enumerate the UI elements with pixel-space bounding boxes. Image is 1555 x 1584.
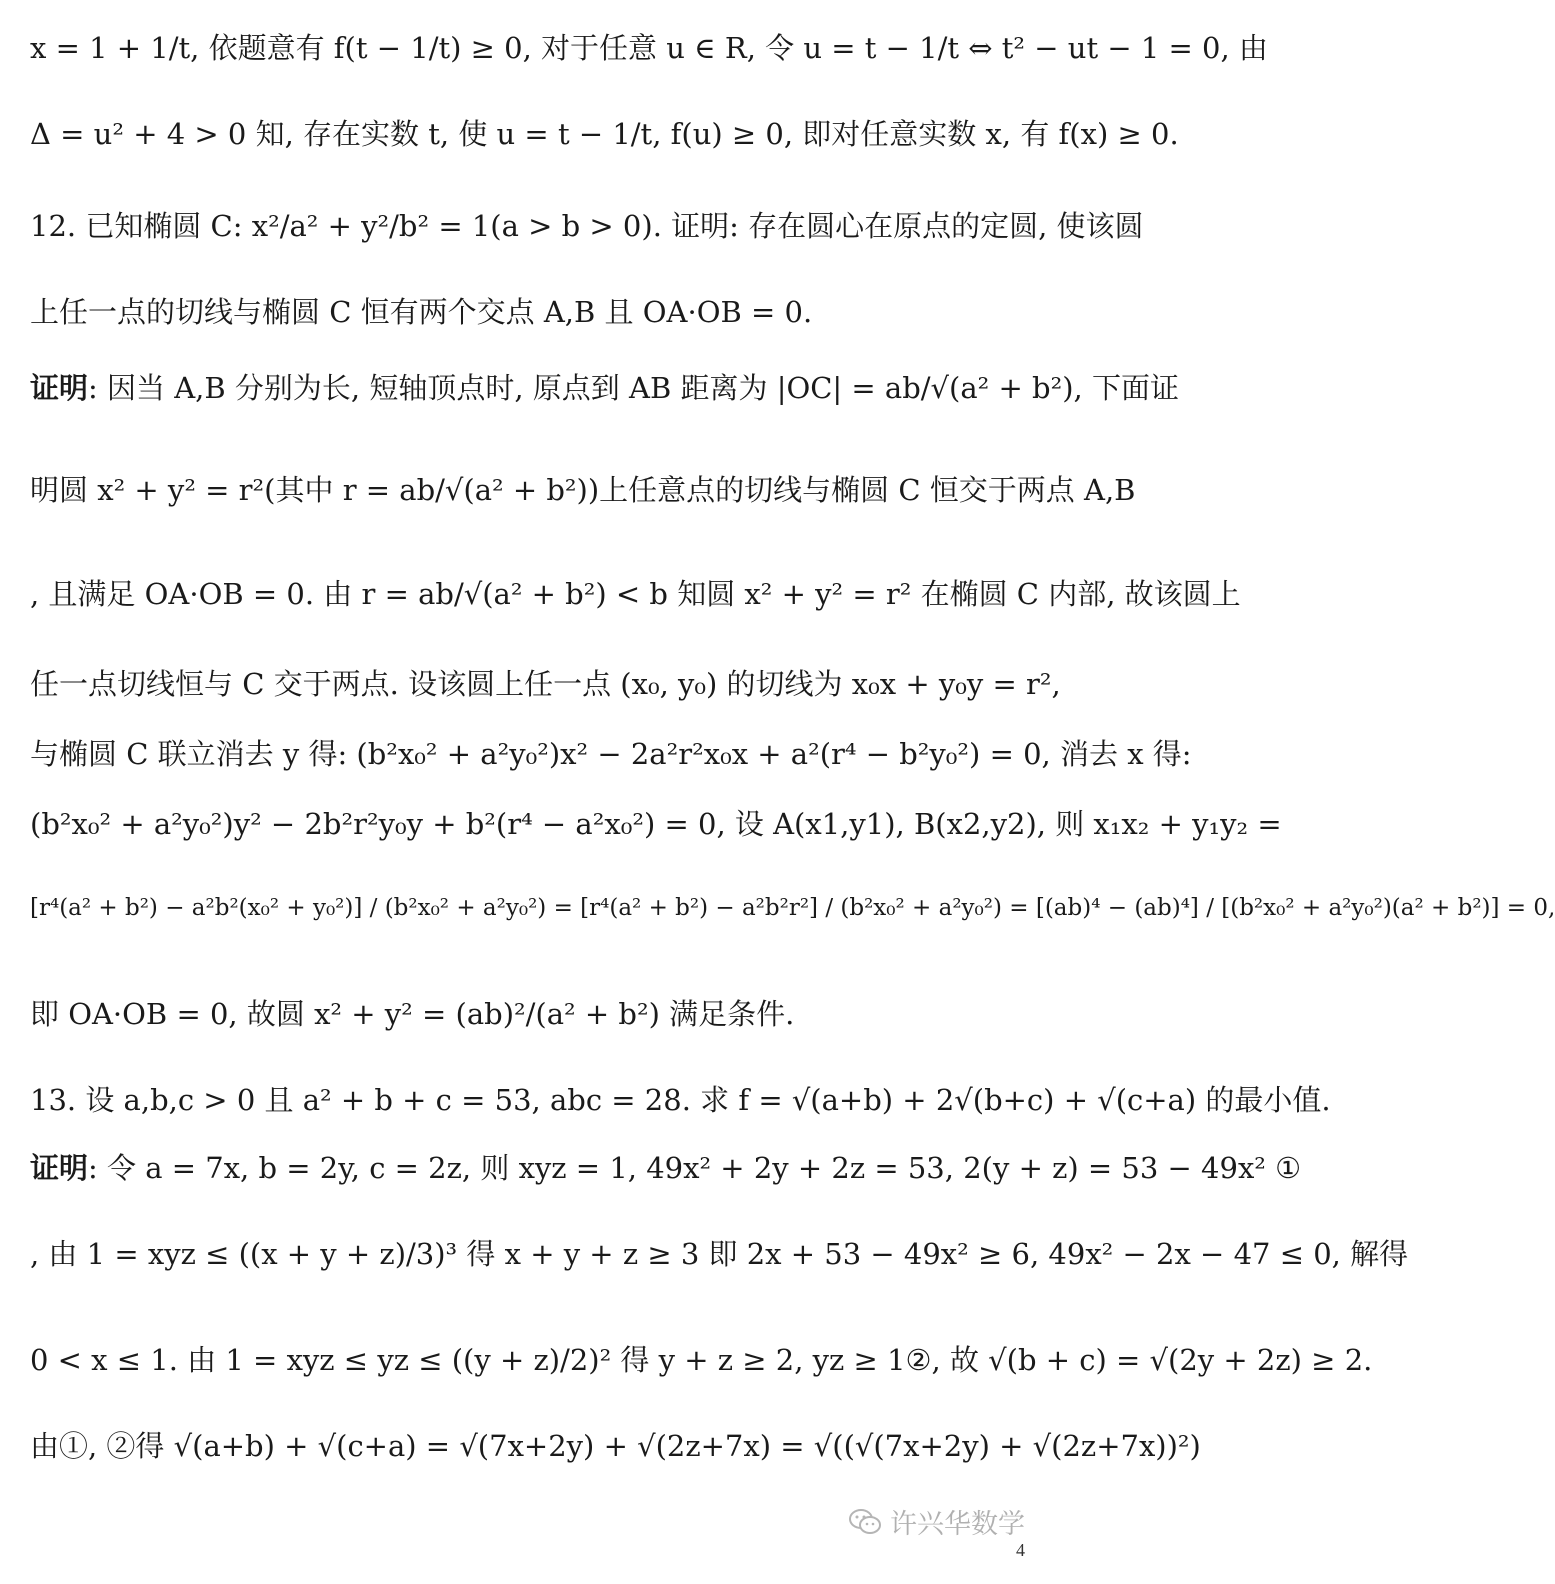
watermark-text: 许兴华数学 [890, 1509, 1025, 1540]
proof-12-line-1: 证明: 因当 A,B 分别为长, 短轴顶点时, 原点到 AB 距离为 |OC| = ab/√(a² + b²), 下面证 [30, 371, 1179, 405]
proof-13-line-2: , 由 1 = xyz ≤ ((x + y + z)/3)³ 得 x + y + z ≥ 3 即 2x + 53 − 49x² ≥ 6, 49x² − 2x − 47 ≤ 0, 解得 [30, 1237, 1409, 1271]
proof-12-line-6: (b²x₀² + a²y₀²)y² − 2b²r²y₀y + b²(r⁴ − a²x₀²) = 0, 设 A(x1,y1), B(x2,y2), 则 x₁x₂ + y₁y₂ = [30, 807, 1282, 841]
text-line-1: x = 1 + 1/t, 依题意有 f(t − 1/t) ≥ 0, 对于任意 u ∈ R, 令 u = t − 1/t ⇔ t² − ut − 1 = 0, 由 [30, 31, 1268, 65]
proof-12-line-5: 与椭圆 C 联立消去 y 得: (b²x₀² + a²y₀²)x² − 2a²r²x₀x + a²(r⁴ − b²y₀²) = 0, 消去 x 得: [30, 737, 1192, 771]
problem-13-statement: 13. 设 a,b,c > 0 且 a² + b + c = 53, abc = 28. 求 f = √(a+b) + 2√(b+c) + √(c+a) 的最小值. [30, 1083, 1331, 1117]
proof-13-line-3: 0 < x ≤ 1. 由 1 = xyz ≤ yz ≤ ((y + z)/2)² 得 y + z ≥ 2, yz ≥ 1②, 故 √(b + c) = √(2y + 2z) ≥ 2. [30, 1343, 1373, 1377]
proof-12-line-2: 明圆 x² + y² = r²(其中 r = ab/√(a² + b²))上任意点的切线与椭圆 C 恒交于两点 A,B [30, 473, 1136, 507]
proof-13-line-1: 证明: 令 a = 7x, b = 2y, c = 2z, 则 xyz = 1, 49x² + 2y + 2z = 53, 2(y + z) = 53 − 49x² ① [30, 1151, 1302, 1185]
problem-12-line-2: 上任一点的切线与椭圆 C 恒有两个交点 A,B 且 OA·OB = 0. [30, 295, 813, 329]
text-line-2: Δ = u² + 4 > 0 知, 存在实数 t, 使 u = t − 1/t, f(u) ≥ 0, 即对任意实数 x, 有 f(x) ≥ 0. [30, 117, 1179, 151]
proof-12-line-3: , 且满足 OA·OB = 0. 由 r = ab/√(a² + b²) < b 知圆 x² + y² = r² 在椭圆 C 内部, 故该圆上 [30, 577, 1241, 611]
page-number: 4 [1016, 1540, 1025, 1560]
proof-12-line-4: 任一点切线恒与 C 交于两点. 设该圆上任一点 (x₀, y₀) 的切线为 x₀x + y₀y = r², [30, 667, 1061, 701]
proof-label: 证明 [30, 1151, 89, 1185]
proof-label: 证明 [30, 371, 89, 405]
proof-12-fraction-line: [r⁴(a² + b²) − a²b²(x₀² + y₀²)] / (b²x₀² + a²y₀²) = [r⁴(a² + b²) − a²b²r²] / (b²x₀² + a²y₀²) = [(ab)⁴ − (ab)⁴] / [(b²x₀² + a²y₀²)(a² + b²)] = 0, [30, 895, 1555, 921]
proof-13-line-4: 由①, ②得 √(a+b) + √(c+a) = √(7x+2y) + √(2z+7x) = √((√(7x+2y) + √(2z+7x))²) [30, 1429, 1201, 1463]
problem-12-line-1: 12. 已知椭圆 C: x²/a² + y²/b² = 1(a > b > 0). 证明: 存在圆心在原点的定圆, 使该圆 [30, 209, 1144, 243]
watermark [848, 1502, 1025, 1541]
proof-12-conclusion: 即 OA·OB = 0, 故圆 x² + y² = (ab)²/(a² + b²) 满足条件. [30, 997, 795, 1031]
wechat-icon [848, 1508, 882, 1536]
